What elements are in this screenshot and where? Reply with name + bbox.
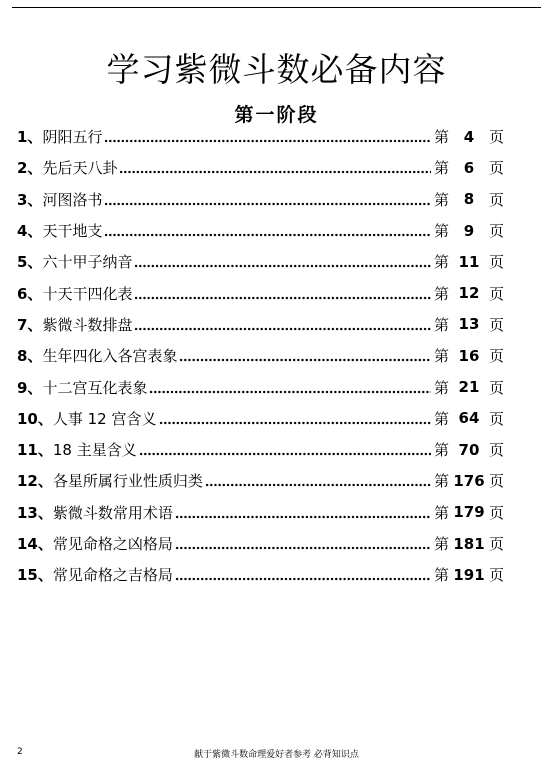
document-title: 学习紫微斗数必备内容 (106, 50, 447, 90)
toc-entry[interactable] (17, 403, 542, 434)
toc-page-number: 181 (453, 534, 485, 553)
toc-leader-dots (149, 380, 431, 395)
toc-entry-title: 18 主星含义 (52, 441, 137, 460)
toc-page-prefix: 第 (433, 347, 449, 366)
toc-entry-title: 十二宫互化表象 (42, 378, 148, 397)
toc-page-suffix: 页 (488, 190, 504, 209)
toc-entry[interactable] (17, 497, 542, 528)
toc-entry-number: 15、 (17, 566, 53, 585)
toc-page-suffix: 页 (488, 566, 504, 585)
toc-page-number: 16 (458, 346, 480, 365)
toc-entry[interactable] (17, 309, 542, 340)
toc-page-suffix: 页 (488, 222, 504, 241)
toc-entry-number: 1、 (17, 128, 43, 147)
toc-entry-title: 各星所属行业性质归类 (52, 472, 203, 491)
toc-page-suffix: 页 (488, 409, 504, 428)
toc-entry[interactable] (17, 559, 542, 590)
toc-entry[interactable] (17, 246, 542, 277)
toc-page-prefix: 第 (433, 535, 449, 553)
toc-entry-title: 六十甲子纳音 (42, 253, 133, 272)
toc-leader-dots (139, 442, 431, 457)
toc-entry[interactable] (17, 528, 542, 559)
toc-page-number: 6 (463, 158, 475, 177)
toc-entry-page (432, 283, 542, 304)
toc-page-prefix: 第 (433, 503, 449, 522)
toc-page-prefix: 第 (433, 409, 449, 428)
toc-entry-number: 4、 (17, 222, 43, 241)
toc-leader-dots (134, 254, 431, 269)
toc-page-number: 9 (463, 221, 475, 240)
toc-entry-number: 5、 (17, 253, 43, 272)
toc-entry-title: 天干地支 (42, 222, 103, 241)
toc-page-suffix: 页 (488, 253, 504, 272)
toc-leader-dots (119, 160, 431, 175)
toc-entry-title: 常见命格之吉格局 (52, 566, 173, 585)
toc-entry-title: 河图洛书 (42, 190, 103, 209)
toc-entry-title: 阴阳五行 (42, 128, 103, 147)
toc-page-prefix: 第 (433, 441, 449, 460)
toc-entry-page (432, 251, 542, 272)
toc-entry-page (432, 189, 542, 210)
toc-entry-page (432, 220, 542, 241)
toc-entry-title: 紫微斗数常用术语 (52, 503, 173, 522)
toc-leader-dots (104, 129, 431, 144)
footer-page-number: 2 (17, 747, 23, 757)
toc-page-suffix: 页 (488, 472, 504, 491)
toc-page-suffix: 页 (488, 441, 504, 460)
toc-page-prefix: 第 (433, 159, 449, 178)
toc-entry-page (432, 533, 542, 554)
toc-entry[interactable] (17, 465, 542, 496)
toc-page-suffix: 页 (488, 159, 504, 178)
toc-entry[interactable] (17, 434, 542, 465)
toc-page-number: 176 (453, 471, 485, 490)
toc-page-prefix: 第 (433, 566, 449, 585)
toc-page-prefix: 第 (433, 128, 449, 147)
toc-entry-page (432, 126, 542, 147)
toc-entry-title: 生年四化入各宫表象 (42, 347, 178, 366)
toc-entry-number: 9、 (17, 378, 43, 397)
toc-entry[interactable] (17, 152, 542, 183)
toc-entry-page (432, 564, 542, 585)
footer-note: 献于紫微斗数命理爱好者参考 必背知识点 (194, 750, 359, 760)
toc-page-suffix: 页 (488, 128, 504, 147)
toc-entry-number: 10、 (17, 409, 53, 428)
toc-entry[interactable] (17, 371, 542, 402)
toc-page-suffix: 页 (488, 378, 504, 397)
toc-entry-page (432, 345, 542, 366)
toc-leader-dots (175, 536, 431, 551)
toc-entry[interactable] (17, 215, 542, 246)
toc-entry-title: 紫微斗数排盘 (42, 315, 133, 334)
toc-page-suffix: 页 (488, 315, 504, 334)
toc-leader-dots (175, 567, 431, 582)
toc-entry-page (432, 377, 542, 398)
toc-page-number: 21 (458, 378, 480, 397)
toc-entry-title: 人事 12 宫含义 (52, 409, 157, 428)
toc-entry-page (432, 470, 542, 491)
toc-entry[interactable] (17, 184, 542, 215)
toc-page-number: 70 (458, 440, 480, 459)
toc-leader-dots (175, 505, 431, 520)
toc-page-prefix: 第 (433, 222, 449, 241)
toc-page-suffix: 页 (488, 284, 504, 303)
toc-page-number: 8 (463, 190, 475, 209)
toc-page-number: 64 (458, 409, 480, 428)
toc-entry-number: 6、 (17, 284, 43, 303)
toc-entry[interactable] (17, 121, 542, 152)
toc-page-prefix: 第 (433, 253, 449, 272)
toc-entry[interactable] (17, 277, 542, 308)
toc-page-prefix: 第 (433, 190, 449, 209)
toc-entry-number: 12、 (17, 472, 53, 491)
toc-entry-number: 3、 (17, 190, 43, 209)
toc-page-number: 11 (458, 252, 480, 271)
toc-page-number: 179 (453, 503, 485, 522)
toc-leader-dots (159, 411, 431, 426)
toc-entry-page (432, 408, 542, 429)
table-of-contents (17, 121, 542, 590)
toc-leader-dots (205, 473, 431, 488)
toc-entry-number: 8、 (17, 347, 43, 366)
toc-entry-title: 先后天八卦 (42, 159, 118, 178)
toc-leader-dots (134, 317, 431, 332)
toc-entry-number: 2、 (17, 159, 43, 178)
toc-entry-title: 十天干四化表 (42, 284, 133, 303)
toc-entry-title: 常见命格之凶格局 (52, 535, 173, 553)
toc-leader-dots (104, 223, 431, 238)
toc-page-suffix: 页 (488, 347, 504, 366)
toc-entry-page (432, 314, 542, 335)
header-rule (12, 7, 541, 8)
toc-leader-dots (104, 192, 431, 207)
toc-entry-number: 14、 (17, 535, 53, 553)
toc-leader-dots (179, 348, 431, 363)
toc-page-suffix: 页 (488, 503, 504, 522)
toc-entry-page (432, 157, 542, 178)
toc-leader-dots (134, 286, 431, 301)
section-heading: 第一阶段 (234, 103, 319, 126)
toc-page-prefix: 第 (433, 315, 449, 334)
toc-entry-number: 7、 (17, 315, 43, 334)
toc-entry-number: 11、 (17, 441, 53, 460)
toc-entry-page (432, 502, 542, 523)
toc-page-suffix: 页 (488, 535, 504, 553)
toc-entry[interactable] (17, 340, 542, 371)
toc-page-prefix: 第 (433, 284, 449, 303)
toc-entry-number: 13、 (17, 503, 53, 522)
toc-page-number: 4 (463, 127, 475, 146)
toc-page-number: 191 (453, 565, 485, 584)
toc-page-number: 13 (458, 315, 480, 334)
toc-page-prefix: 第 (433, 378, 449, 397)
toc-entry-page (432, 439, 542, 460)
toc-page-prefix: 第 (433, 472, 449, 491)
toc-page-number: 12 (458, 284, 480, 303)
